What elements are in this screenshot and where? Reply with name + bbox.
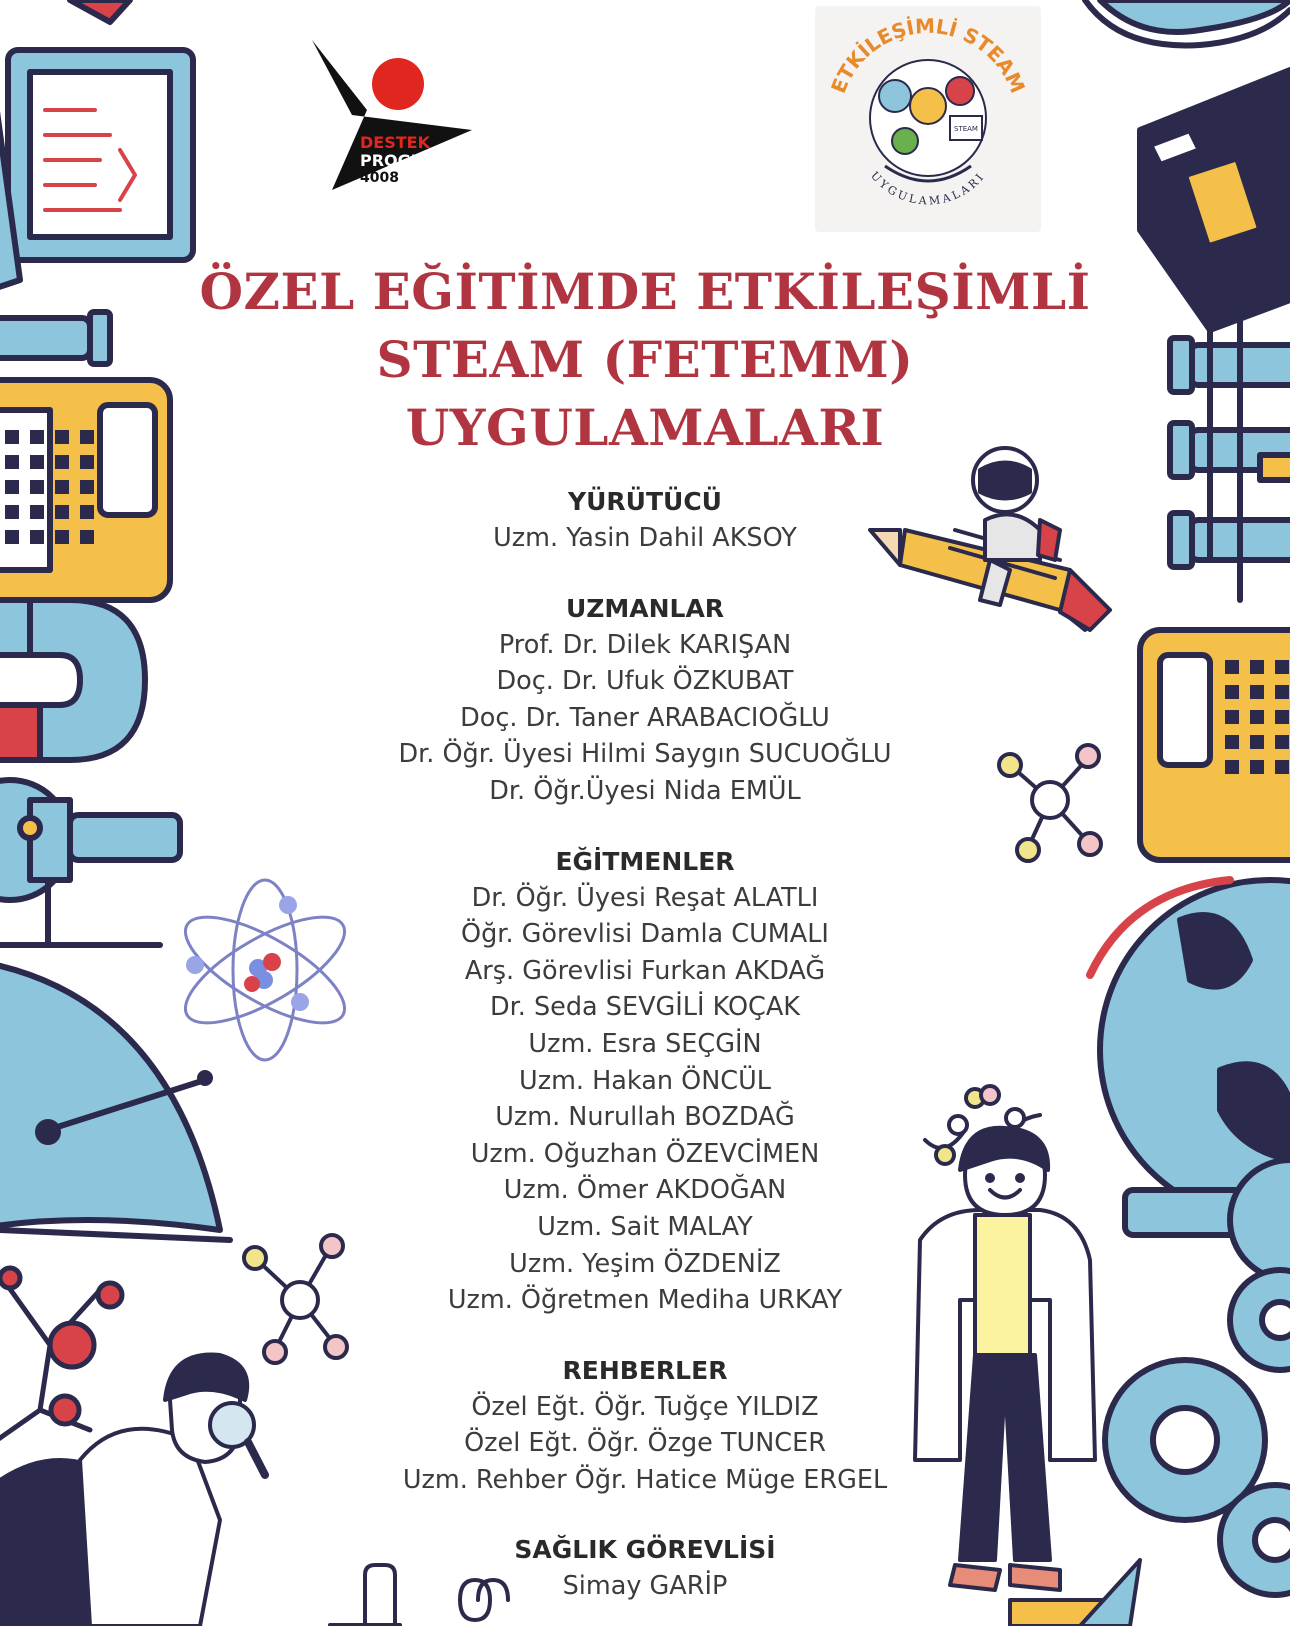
steam-book-label: STEAM [954, 125, 978, 133]
top-corner-shape [70, 0, 130, 22]
destek-programlari-logo [312, 40, 482, 190]
title-line-1: ÖZEL EĞİTİMDE ETKİLEŞİMLİ [199, 262, 1091, 321]
person-name: Simay GARİP [562, 1571, 728, 1602]
credits-list [340, 484, 950, 1605]
test-tube-icon [0, 312, 110, 364]
title-line-3: UYGULAMALARI [405, 398, 885, 457]
test-tubes-right-icon [1170, 315, 1290, 600]
person-name: Doç. Dr. Ufuk ÖZKUBAT [496, 666, 794, 697]
section-saglik [340, 1532, 950, 1605]
person-name: Dr. Öğr.Üyesi Nida EMÜL [489, 775, 801, 806]
person-name: Doç. Dr. Taner ARABACIOĞLU [460, 702, 830, 733]
molecule-right-icon [999, 745, 1101, 861]
satellite-dish-icon [0, 960, 230, 1240]
person-name: Özel Eğt. Öğr. Tuğçe YILDIZ [471, 1391, 819, 1422]
person-name: Öğr. Görevlisi Damla CUMALI [461, 919, 829, 950]
section-rehberler [340, 1353, 950, 1499]
magnet-icon [0, 600, 145, 760]
section-egitmenler [340, 844, 950, 1319]
destek-line2: PROGRAMLARI [360, 151, 482, 170]
title-line-2: STEAM (FETEMM) [376, 330, 914, 389]
person-name: Uzm. Yeşim ÖZDENİZ [509, 1248, 781, 1279]
person-name: Uzm. Nurullah BOZDAĞ [495, 1102, 795, 1133]
person-name: Uzm. Yasin Dahil AKSOY [493, 523, 797, 553]
gear-icon [1105, 1270, 1290, 1595]
section-heading: SAĞLIK GÖREVLİSİ [514, 1535, 776, 1565]
person-name: Uzm. Rehber Öğr. Hatice Müge ERGEL [402, 1464, 888, 1495]
destek-line3: 4008 [360, 170, 399, 186]
person-name: Dr. Öğr. Üyesi Hilmi Saygın SUCUOĞLU [398, 739, 892, 770]
person-name: Prof. Dr. Dilek KARIŞAN [498, 629, 792, 660]
globe-top-icon [1085, 0, 1290, 45]
atom-icon [171, 880, 359, 1060]
book-icon [1140, 70, 1290, 330]
person-name: Arş. Görevlisi Furkan AKDAĞ [464, 955, 826, 986]
person-name: Uzm. Öğretmen Mediha URKAY [447, 1285, 843, 1316]
etkilesimli-steam-logo [815, 6, 1041, 232]
person-name: Uzm. Sait MALAY [537, 1211, 753, 1242]
destek-logo-mark [312, 40, 482, 190]
page-title [150, 258, 1140, 462]
section-heading: REHBERLER [562, 1355, 728, 1385]
calculator-right-icon [1140, 630, 1290, 860]
steam-logo-mark [815, 6, 1041, 232]
person-name: Uzm. Oğuzhan ÖZEVCİMEN [470, 1138, 820, 1169]
molecule-small-icon [244, 1235, 347, 1363]
laptop-icon [0, 50, 193, 290]
person-name: Uzm. Esra SEÇGİN [528, 1028, 762, 1059]
section-heading: UZMANLAR [565, 593, 725, 623]
person-name: Uzm. Ömer AKDOĞAN [503, 1175, 787, 1206]
section-yurutucu [340, 484, 950, 557]
flask-icon [0, 780, 180, 945]
person-name: Uzm. Hakan ÖNCÜL [519, 1065, 771, 1096]
person-name: Dr. Seda SEVGİLİ KOÇAK [489, 992, 800, 1023]
section-uzmanlar [340, 591, 950, 810]
section-heading: EĞİTMENLER [555, 846, 735, 876]
section-heading: YÜRÜTÜCÜ [568, 487, 722, 516]
steam-bottom-arc: UYGULAMALARI [868, 169, 988, 208]
person-name: Dr. Öğr. Üyesi Reşat ALATLI [471, 882, 819, 913]
molecule-icon [0, 1268, 122, 1445]
destek-line1: DESTEK [360, 133, 430, 152]
person-name: Özel Eğt. Öğr. Özge TUNCER [464, 1428, 826, 1459]
steam-top-arc: ETKİLEŞİMLİ STEAM [826, 13, 1030, 97]
calculator-icon [0, 380, 170, 600]
